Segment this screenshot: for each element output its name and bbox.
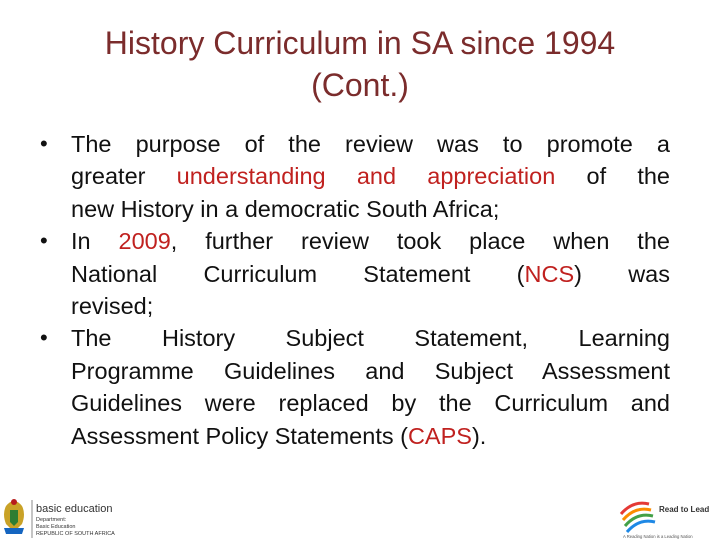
department-line-3: REPUBLIC OF SOUTH AFRICA — [36, 531, 115, 537]
department-name: basic education — [36, 503, 113, 515]
bullet-marker: • — [40, 228, 48, 254]
bullet-line — [71, 387, 670, 419]
bullet-line — [71, 290, 670, 322]
highlighted-term: understanding and appreciation — [176, 163, 556, 190]
bullet-item — [40, 225, 670, 322]
bullet-line — [71, 322, 670, 354]
bullet-text: In — [71, 228, 119, 255]
bullet-line — [71, 160, 670, 192]
bullet-item — [40, 322, 670, 452]
bullet-line — [71, 225, 670, 257]
department-line-1: Department: — [36, 517, 67, 523]
bullet-text: The History Subject Statement, Learning — [71, 325, 670, 352]
bullet-line — [71, 355, 670, 387]
bullet-text: revised; — [71, 293, 154, 320]
highlighted-term: CAPS — [407, 422, 472, 449]
read-to-lead-logo — [615, 492, 720, 540]
bullet-text: , further review took place when the — [170, 228, 670, 255]
slide-title-line-1: History Curriculum in SA since 1994 — [104, 25, 616, 61]
bullet-line — [71, 420, 670, 452]
bullet-line — [71, 128, 670, 160]
bullet-marker: • — [40, 325, 48, 351]
department-line-2: Basic Education — [36, 524, 76, 530]
read-to-lead-text: Read to Lead — [659, 505, 710, 514]
bullet-list — [40, 128, 670, 452]
read-to-lead-tagline: A Reading Nation is a Leading Nation — [623, 534, 693, 539]
highlighted-term: NCS — [524, 260, 575, 287]
department-logo — [0, 488, 140, 540]
bullet-text: Programme Guidelines and Subject Assessment — [71, 357, 670, 384]
bullet-text: new History in a democratic South Africa; — [71, 195, 500, 222]
bullet-marker: • — [40, 131, 48, 156]
coat-of-arms-icon — [4, 499, 24, 534]
open-book-icon — [621, 503, 655, 532]
bullet-line — [71, 193, 670, 225]
bullet-text: greater — [71, 163, 177, 190]
bullet-text: The purpose of the review was to promote a — [71, 131, 670, 157]
bullet-text: of the — [555, 163, 670, 190]
bullet-text: Guidelines were replaced by the Curriculum and — [71, 390, 670, 417]
slide-title — [40, 22, 680, 106]
slide-title-line-2: (Cont.) — [311, 67, 409, 103]
bullet-text: ) was — [574, 260, 670, 287]
bullet-text: ). — [471, 422, 487, 449]
bullet-text: Assessment Policy Statements ( — [71, 422, 408, 449]
highlighted-term: 2009 — [118, 228, 171, 255]
bullet-text: National Curriculum Statement ( — [71, 260, 525, 287]
bullet-item — [40, 128, 670, 225]
bullet-line — [71, 258, 670, 290]
